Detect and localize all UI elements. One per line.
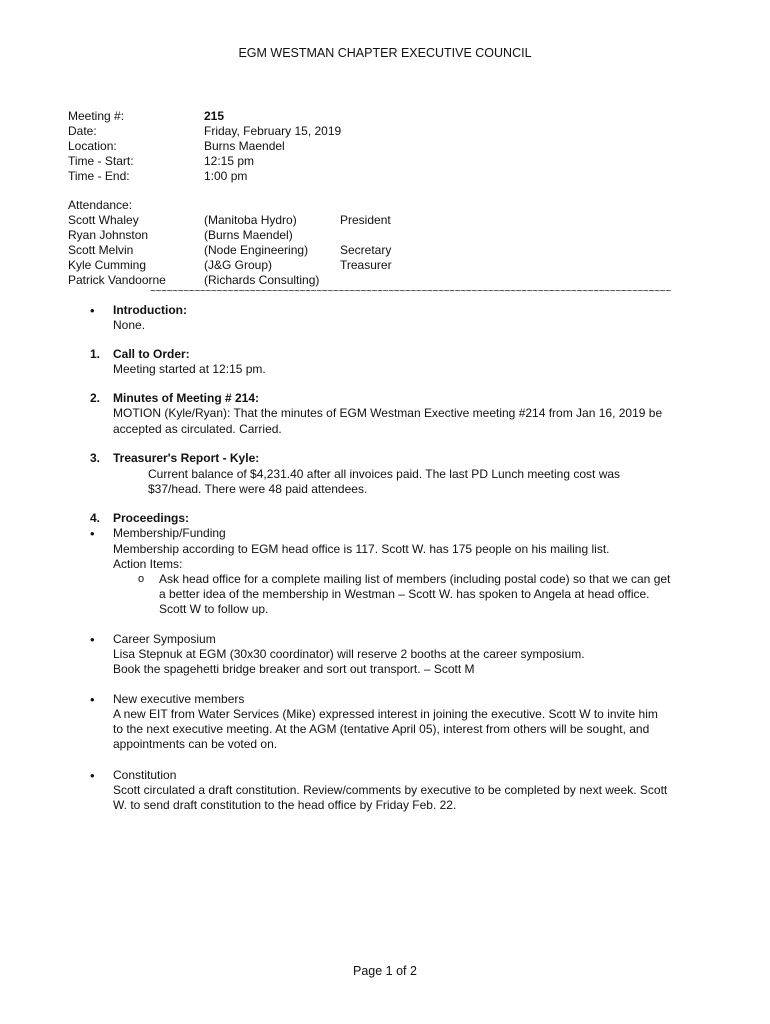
- proceeding-text: A new EIT from Water Services (Mike) expressed interest in joining the executive. Scott W to invite him: [113, 707, 658, 721]
- bullet-icon: •: [90, 768, 95, 783]
- attendee-name: Scott Melvin: [68, 243, 134, 257]
- item-number: 1.: [90, 347, 101, 361]
- bullet-icon: •: [90, 632, 95, 647]
- attendee-role: Secretary: [340, 243, 392, 257]
- proceeding-title: Constitution: [113, 768, 177, 782]
- item-text: accepted as circulated. Carried.: [113, 422, 282, 436]
- page-number: Page 1 of 2: [353, 964, 417, 978]
- proceeding-text: Action Items:: [113, 557, 183, 571]
- attendance-label: Attendance:: [68, 198, 133, 212]
- item-text: MOTION (Kyle/Ryan): That the minutes of EGM Westman Exective meeting #214 from Jan 16, 2019 be: [113, 406, 663, 420]
- action-item-text: Ask head office for a complete mailing list of members (including postal code) so that we can get: [159, 572, 671, 586]
- item-text: Meeting started at 12:15 pm.: [113, 362, 266, 376]
- item-number: 3.: [90, 451, 101, 465]
- date-label: Date:: [68, 124, 97, 138]
- attendee-name: Ryan Johnston: [68, 228, 149, 242]
- item-heading: Proceedings:: [113, 511, 190, 525]
- start-time-label: Time - Start:: [68, 154, 134, 168]
- action-item-text: a better idea of the membership in Westman – Scott W. has spoken to Angela at head office.: [159, 587, 650, 601]
- attendee-role: President: [340, 213, 391, 227]
- item-text: $37/head. There were 48 paid attendees.: [148, 482, 368, 496]
- meeting-number-label: Meeting #:: [68, 109, 125, 123]
- end-time-label: Time - End:: [68, 169, 130, 183]
- date-value: Friday, February 15, 2019: [204, 124, 342, 138]
- proceeding-text: Lisa Stepnuk at EGM (30x30 coordinator) will reserve 2 booths at the career symposium.: [113, 647, 585, 661]
- item-number: 2.: [90, 391, 101, 405]
- sub-bullet-icon: o: [138, 573, 145, 585]
- document-title: EGM WESTMAN CHAPTER EXECUTIVE COUNCIL: [238, 46, 532, 60]
- intro-heading: Introduction:: [113, 303, 187, 317]
- attendee-name: Patrick Vandoorne: [68, 273, 166, 287]
- proceeding-text: Book the spagehetti bridge breaker and sort out transport. – Scott M: [113, 662, 475, 676]
- bullet-icon: •: [90, 303, 95, 318]
- attendee-org: (Node Engineering): [204, 243, 309, 257]
- attendee-name: Kyle Cumming: [68, 258, 147, 272]
- attendee-role: Treasurer: [340, 258, 392, 272]
- proceeding-text: to the next executive meeting. At the AGM (tentative April 05), interest from others will be sought, and: [113, 722, 650, 736]
- proceeding-title: Career Symposium: [113, 632, 216, 646]
- proceeding-text: Membership according to EGM head office is 117. Scott W. has 175 people on his mailing list.: [113, 542, 610, 556]
- meeting-number-value: 215: [204, 109, 225, 123]
- item-text: Current balance of $4,231.40 after all invoices paid. The last PD Lunch meeting cost was: [148, 467, 621, 481]
- attendee-org: (J&G Group): [204, 258, 273, 272]
- proceeding-text: appointments can be voted on.: [113, 737, 278, 751]
- attendee-org: (Burns Maendel): [204, 228, 293, 242]
- bullet-icon: •: [90, 692, 95, 707]
- bullet-icon: •: [90, 526, 95, 541]
- item-number: 4.: [90, 511, 101, 525]
- proceeding-title: New executive members: [113, 692, 245, 706]
- attendee-name: Scott Whaley: [68, 213, 139, 227]
- section-divider: ~~~~~~~~~~~~~~~~~~~~~~~~~~~~~~~~~~~~~~~~~~~~~~~~~~~~~~~~~~~~~~~~~~~~~~~~~~~~~~~~~~~~~~~~~~~~~~: [150, 286, 671, 297]
- proceeding-text: Scott circulated a draft constitution. Review/comments by executive to be completed by next week. Scott: [113, 783, 668, 797]
- proceeding-title: Membership/Funding: [113, 526, 226, 540]
- action-item-text: Scott W to follow up.: [159, 602, 269, 616]
- attendee-org: (Manitoba Hydro): [204, 213, 297, 227]
- end-time-value: 1:00 pm: [204, 169, 248, 183]
- item-heading: Treasurer's Report - Kyle:: [113, 451, 260, 465]
- location-value: Burns Maendel: [204, 139, 285, 153]
- attendee-org: (Richards Consulting): [204, 273, 320, 287]
- intro-text: None.: [113, 318, 146, 332]
- location-label: Location:: [68, 139, 117, 153]
- proceeding-text: W. to send draft constitution to the head office by Friday Feb. 22.: [113, 798, 457, 812]
- item-heading: Call to Order:: [113, 347, 190, 361]
- item-heading: Minutes of Meeting # 214:: [113, 391, 260, 405]
- start-time-value: 12:15 pm: [204, 154, 255, 168]
